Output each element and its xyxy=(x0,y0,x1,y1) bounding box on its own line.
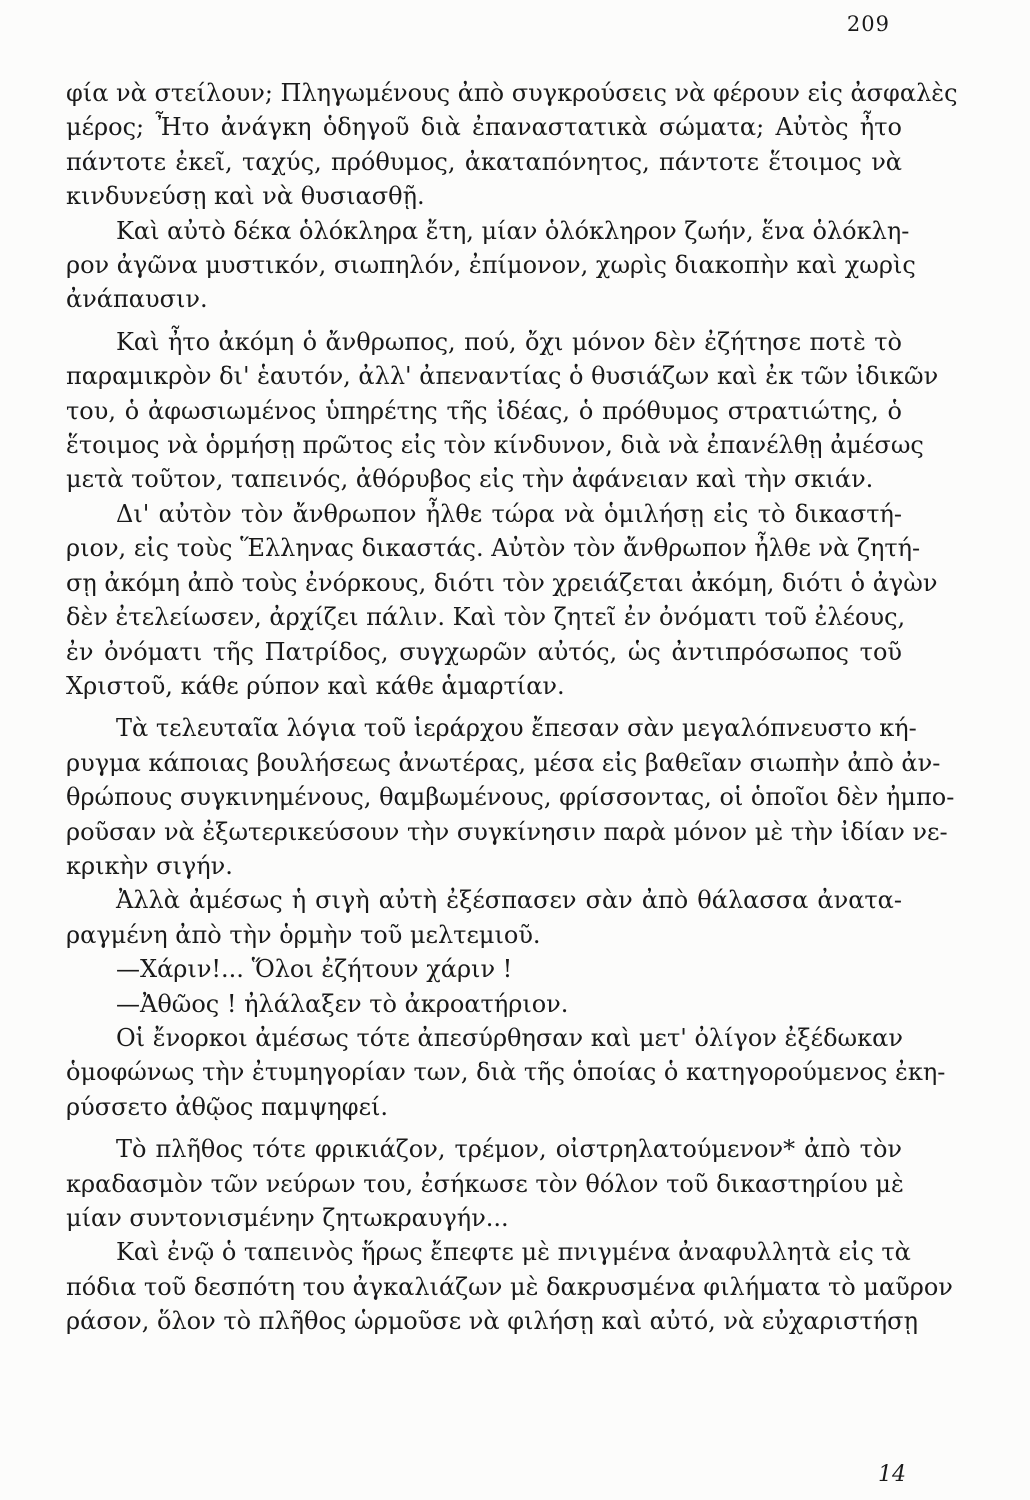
text-line: —Χάριν!... Ὅλοι ἐζήτουν χάριν ! xyxy=(116,955,513,984)
text-line: ἕτοιμος νὰ ὁρμήσῃ πρῶτος εἰς τὸν κίνδυνον, διὰ νὰ ἐπανέλθῃ ἀμέσως xyxy=(66,431,924,460)
text-line: Τὸ πλῆθος τότε φρικιάζον, τρέμον, οἰστρηλατούμενον* ἀπὸ τὸν xyxy=(116,1135,902,1164)
text-line: κινδυνεύσῃ καὶ νὰ θυσιασθῇ. xyxy=(66,182,425,211)
text-line: θρώπους συγκινημένους, θαμβωμένους, φρίσσοντας, οἱ ὁποῖοι δὲν ἠμπο- xyxy=(66,783,955,812)
text-line: μέρος; Ἦτο ἀνάγκη ὁδηγοῦ διὰ ἐπαναστατικὰ σώματα; Αὐτὸς ἦτο xyxy=(66,113,902,142)
text-line: ροῦσαν νὰ ἐξωτερικεύσουν τὴν συγκίνησιν παρὰ μόνον μὲ τὴν ἰδίαν νε- xyxy=(66,817,948,846)
text-line: —Ἀθῶος ! ἠλάλαξεν τὸ ἀκροατήριον. xyxy=(116,989,569,1018)
page-number: 209 xyxy=(846,12,890,36)
dialogue-line xyxy=(66,987,902,1021)
signature-mark: 14 xyxy=(878,1462,906,1487)
paragraph xyxy=(66,1021,946,1124)
text-line: Καὶ ἐνῷ ὁ ταπεινὸς ἥρως ἔπεφτε μὲ πνιγμένα ἀναφυλλητὰ εἰς τὰ xyxy=(116,1238,911,1267)
text-line: πάντοτε ἐκεῖ, ταχύς, πρόθυμος, ἀκαταπόνητος, πάντοτε ἕτοιμος νὰ xyxy=(66,147,902,176)
text-line: δὲν ἐτελείωσεν, ἀρχίζει πάλιν. Καὶ τὸν ζητεῖ ἐν ὀνόματι τοῦ ἐλέους, xyxy=(66,603,906,632)
text-line: Ἀλλὰ ἀμέσως ἡ σιγὴ αὐτὴ ἐξέσπασεν σὰν ἀπὸ θάλασσα ἀνατα- xyxy=(116,886,902,915)
text-line: Χριστοῦ, κάθε ρύπον καὶ κάθε ἁμαρτίαν. xyxy=(66,671,565,700)
paragraph xyxy=(66,1235,953,1338)
dialogue-line xyxy=(66,952,902,986)
paragraph xyxy=(66,1132,902,1235)
text-line: ἀνάπαυσιν. xyxy=(66,285,208,314)
text-line: ἐν ὀνόματι τῆς Πατρίδος, συγχωρῶν αὐτός, ὡς ἀντιπρόσωπος τοῦ xyxy=(66,637,902,666)
text-line: μίαν συντονισμένην ζητωκραυγήν... xyxy=(66,1204,509,1232)
text-line: παραμικρὸν δι' ἑαυτόν, ἀλλ' ἀπεναντίας ὁ θυσιάζων καὶ ἐκ τῶν ἰδικῶν xyxy=(66,362,939,391)
text-line: κρικὴν σιγήν. xyxy=(66,851,233,880)
text-line: ράσον, ὅλον τὸ πλῆθος ὡρμοῦσε νὰ φιλήσῃ καὶ αὐτό, νὰ εὐχαριστήσῃ xyxy=(66,1307,918,1336)
paragraph xyxy=(66,325,939,497)
text-line: σῃ ἀκόμη ἀπὸ τοὺς ἐνόρκους, διότι τὸν χρειάζεται ἀκόμη, διότι ὁ ἀγὼν xyxy=(66,568,938,597)
text-line: ὁμοφώνως τὴν ἐτυμηγορίαν των, διὰ τῆς ὁποίας ὁ κατηγορούμενος ἐκη- xyxy=(66,1058,946,1087)
text-line: ρύσσετο ἀθῷος παμψηφεί. xyxy=(66,1092,389,1121)
paragraph xyxy=(66,883,902,952)
paragraph xyxy=(66,214,916,317)
text-line: Δι' αὐτὸν τὸν ἄνθρωπον ἦλθε τώρα νὰ ὁμιλήσῃ εἰς τὸ δικαστή- xyxy=(116,499,902,528)
text-line: ρον ἀγῶνα μυστικόν, σιωπηλόν, ἐπίμονον, χωρὶς διακοπὴν καὶ χωρὶς xyxy=(66,251,916,280)
text-line: ριον, εἰς τοὺς Ἕλληνας δικαστάς. Αὐτὸν τὸν ἄνθρωπον ἦλθε νὰ ζητή- xyxy=(66,534,921,563)
paragraph xyxy=(66,711,955,883)
text-line: του, ὁ ἀφωσιωμένος ὑπηρέτης τῆς ἰδέας, ὁ πρόθυμος στρατιώτης, ὁ xyxy=(66,396,902,425)
text-line: μετὰ τοῦτον, ταπεινός, ἀθόρυβος εἰς τὴν ἀφάνειαν καὶ τὴν σκιάν. xyxy=(66,465,874,494)
text-line: φία νὰ στείλουν; Πληγωμένους ἀπὸ συγκρούσεις νὰ φέρουν εἰς ἀσφαλὲς xyxy=(66,79,958,107)
paragraph xyxy=(66,497,938,703)
paragraph xyxy=(66,76,958,214)
text-line: πόδια τοῦ δεσπότη του ἀγκαλιάζων μὲ δακρυσμένα φιλήματα τὸ μαῦρον xyxy=(66,1272,953,1301)
text-line: Καὶ αὐτὸ δέκα ὁλόκληρα ἔτη, μίαν ὁλόκληρον ζωήν, ἕνα ὁλόκλη- xyxy=(116,216,910,245)
body-text xyxy=(66,76,958,1339)
text-line: Καὶ ἦτο ἀκόμη ὁ ἄνθρωπος, πού, ὄχι μόνον δὲν ἐζήτησε ποτὲ τὸ xyxy=(116,327,902,356)
text-line: ραγμένη ἀπὸ τὴν ὁρμὴν τοῦ μελτεμιοῦ. xyxy=(66,920,541,949)
text-line: ρυγμα κάποιας βουλήσεως ἀνωτέρας, μέσα εἰς βαθεῖαν σιωπὴν ἀπὸ ἀν- xyxy=(66,748,941,777)
text-line: Οἱ ἔνορκοι ἀμέσως τότε ἀπεσύρθησαν καὶ μετ' ὀλίγον ἐξέδωκαν xyxy=(116,1023,903,1052)
text-line: κραδασμὸν τῶν νεύρων του, ἐσήκωσε τὸν θόλον τοῦ δικαστηρίου μὲ xyxy=(66,1169,904,1198)
text-line: Τὰ τελευταῖα λόγια τοῦ ἱεράρχου ἔπεσαν σὰν μεγαλόπνευστο κή- xyxy=(116,714,917,743)
